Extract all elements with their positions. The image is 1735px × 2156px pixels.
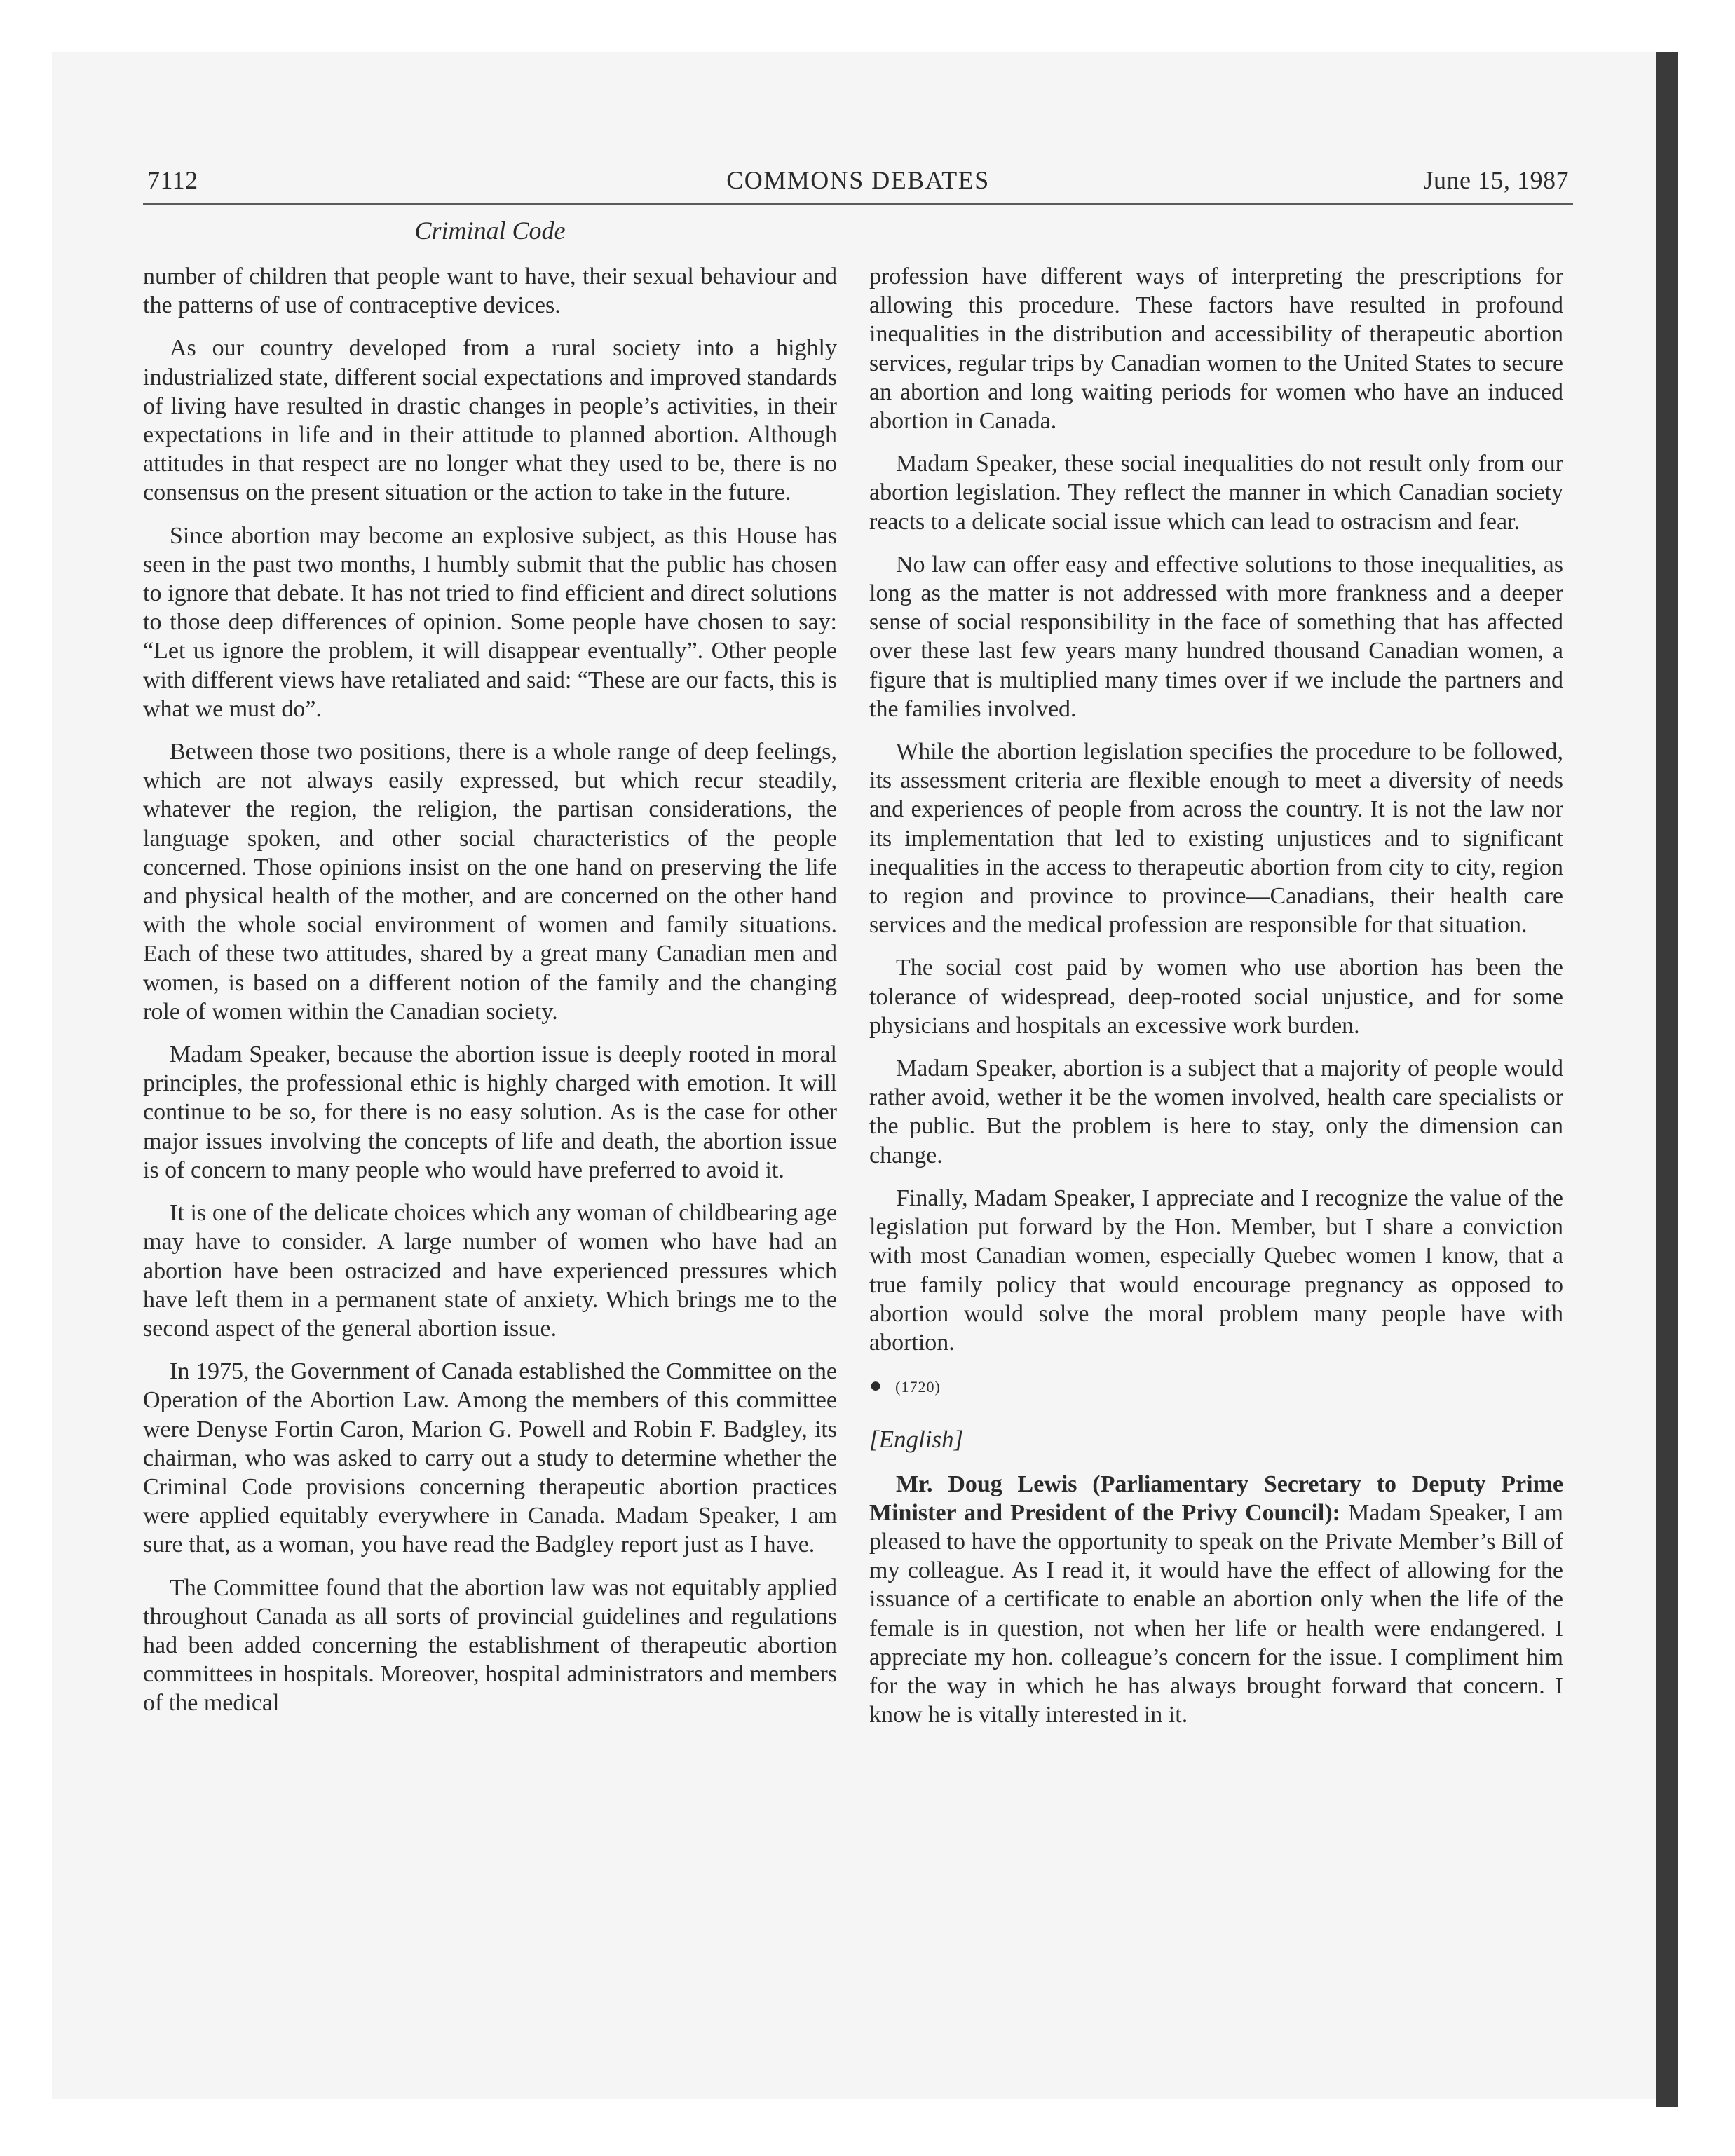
paragraph: It is one of the delicate choices which any woman of childbearing age may have to consider. A large number of women who have had an abortion have been ostracized and have experienced pressures which have left them in a permanent state of anxiety. Which brings me to the second aspect of the general abortion issue.	[143, 1200, 837, 1342]
paragraph: The social cost paid by women who use abortion has been the tolerance of widespread, deep-rooted social unjustice, and for some physicians and hospitals an excessive work burden.	[869, 955, 1563, 1039]
paragraph: Madam Speaker, abortion is a subject that a majority of people would rather avoid, wether it be the women involved, health care specialists or the public. But the problem is here to stay, only the dimension can change.	[869, 1056, 1563, 1168]
paragraph: Madam Speaker, these social inequalities do not result only from our abortion legislation. They reflect the manner in which Canadian society reacts to a delicate social issue which can lead to ostracism and fear.	[869, 451, 1563, 535]
publication-title: COMMONS DEBATES	[726, 166, 990, 194]
section-title: Criminal Code	[414, 217, 566, 245]
header-rule	[143, 203, 1573, 205]
page-header	[143, 165, 1573, 207]
scan-edge-shadow	[1656, 52, 1678, 2107]
paragraph: Between those two positions, there is a whole range of deep feelings, which are not always easily expressed, but which recur steadily, whatever the region, the religion, the partisan considerations, the language spoken, and other social characteristics of the people concerned. Those opinions insist on the one hand on preserving the life and physical health of the mother, and are concerned on the other hand with the whole social environment of women and family situations. Each of these two attitudes, shared by a great many Canadian men and women, is based on a different notion of the family and the changing role of women within the Canadian society.	[143, 739, 837, 1025]
paragraph: Madam Speaker, because the abortion issue is deeply rooted in moral principles, the professional ethic is highly charged with emotion. It will continue to be so, for there is no easy solution. As is the case for other major issues involving the concepts of life and death, the abortion issue is of concern to many people who would have preferred to avoid it.	[143, 1042, 837, 1183]
bullet-icon: ●	[869, 1374, 883, 1398]
speech-paragraph	[869, 1470, 1563, 1730]
paragraph: number of children that people want to have, their sexual behaviour and the patterns of use of contraceptive devices.	[143, 264, 837, 319]
speech-text: Madam Speaker, I am pleased to have the opportunity to speak on the Private Member’s Bill of my colleague. As I read it, it would have the effect of allowing for the issuance of a certificate to enable an abortion only when the life of the female is in question, not when her life or health were endangered. I appreciate my hon. colleague’s concern for the issue. I compliment him for the way in which he has always brought forward that concern. I know he is vitally interested in it.	[869, 1499, 1563, 1728]
time-marker	[869, 1371, 1563, 1401]
publication-date: June 15, 1987	[1423, 166, 1569, 194]
paragraph: While the abortion legislation specifies the procedure to be followed, its assessment criteria are flexible enough to meet a diversity of needs and experiences of people from across the country. It is not the law nor its implementation that led to existing unjustices and to significant inequalities in the access to therapeutic abortion from city to city, region to region and province to province—Canadians, their health care services and the medical profession are responsible for that situation.	[869, 739, 1563, 939]
paragraph: The Committee found that the abortion law was not equitably applied throughout Canada as all sorts of provincial guidelines and regulations had been added concerning the establishment of therapeutic abortion committees in hospitals. Moreover, hospital administrators and members of the medical	[143, 1574, 837, 1717]
paragraph: Since abortion may become an explosive subject, as this House has seen in the past two months, I humbly submit that the public has chosen to ignore that debate. It has not tried to find efficient and direct solutions to those deep differences of opinion. Some people have chosen to say: “Let us ignore the problem, it will disappear eventually”. Other people with different views have retaliated and said: “These are our facts, this is what we must do”.	[143, 522, 837, 722]
left-column	[143, 262, 837, 1732]
page-number: 7112	[147, 166, 198, 194]
speaker-name: Mr. Doug Lewis (Parliamentary Secretary to Deputy Prime Minister and President of the Privy Council):	[869, 1471, 1563, 1526]
paragraph: Finally, Madam Speaker, I appreciate and I recognize the value of the legislation put forward by the Hon. Member, but I share a conviction with most Canadian women, especially Quebec women I know, that a true family policy that would encourage pregnancy as opposed to abortion would solve the moral problem many people have with abortion.	[869, 1185, 1563, 1356]
language-note: [English]	[869, 1426, 964, 1454]
paragraph: In 1975, the Government of Canada established the Committee on the Operation of the Abortion Law. Among the members of this committee were Denyse Fortin Caron, Marion G. Powell and Robin F. Badgley, its chairman, who was asked to carry out a study to determine whether the Criminal Code provisions concerning therapeutic abortion practices were applied equitably everywhere in Canada. Madam Speaker, I am sure that, as a woman, you have read the Badgley report just as I have.	[143, 1358, 837, 1558]
paragraph: profession have different ways of interpreting the prescriptions for allowing this procedure. These factors have resulted in profound inequalities in the distribution and accessibility of therapeutic abortion services, regular trips by Canadian women to the United States to secure an abortion and long waiting periods for women who have an induced abortion in Canada.	[869, 264, 1563, 435]
right-column	[869, 262, 1563, 1743]
time-marker-label: (1720)	[895, 1378, 941, 1396]
paragraph: As our country developed from a rural society into a highly industrialized state, different social expectations and improved standards of living have resulted in drastic changes in people’s activities, in their expectations in life and in their attitude to planned abortion. Although attitudes in that respect are no longer what they used to be, there is no consensus on the present situation or the action to take in the future.	[143, 335, 837, 506]
paragraph: No law can offer easy and effective solutions to those inequalities, as long as the matter is not addressed with more frankness and a deeper sense of social responsibility in the face of something that has affected over these last few years many hundred thousand Canadian women, a figure that is multiplied many times over if we include the partners and the families involved.	[869, 551, 1563, 722]
